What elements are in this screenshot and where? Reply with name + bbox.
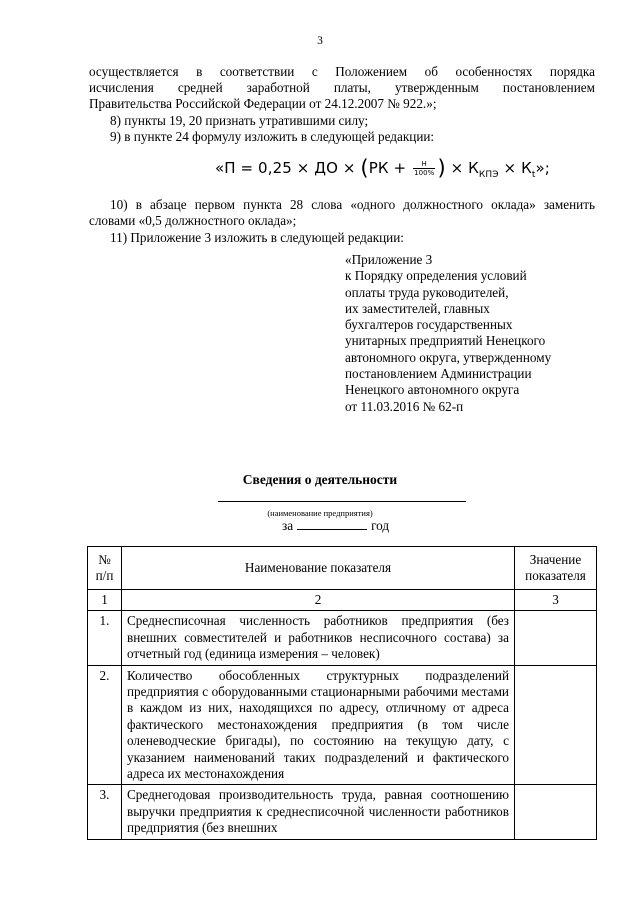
table-row xyxy=(88,665,597,785)
year-prefix: за xyxy=(282,518,294,533)
appendix-line: Ненецкого автономного округа xyxy=(345,382,520,398)
index-cell: 3 xyxy=(515,590,597,611)
appendix-line: «Приложение 3 xyxy=(345,252,433,267)
appendix-line: автономного округа, утвержденному xyxy=(345,349,552,365)
year-suffix: год xyxy=(371,518,390,533)
appendix-line: к Порядку определения условий xyxy=(345,268,527,284)
formula-fraction-denominator: 100% xyxy=(414,169,435,177)
formula-start: «П = 0,25 × ДО × xyxy=(215,159,356,177)
header-indicator-value: Значение показателя xyxy=(515,547,597,590)
appendix-line: унитарных предприятий Ненецкого xyxy=(345,333,546,349)
appendix-line: постановлением Администрации xyxy=(345,366,532,382)
item-11: 11) Приложение 3 изложить в следующей редакции: xyxy=(110,230,404,245)
row-indicator-name: Среднесписочная численность работников предприятия (без внешних совместителей и работников несписочного состава) за отчетный год (единица измерения – человек) xyxy=(122,611,515,665)
table-row xyxy=(88,611,597,665)
row-indicator-value xyxy=(515,665,597,785)
formula-k-kpe: × К xyxy=(450,159,479,177)
formula-fraction-numerator: Н xyxy=(413,160,435,169)
formula-paren-close: ) xyxy=(437,156,446,180)
formula-paren-open: ( xyxy=(360,156,369,180)
text-line: исчисления средней заработной платы, утвержденным постановлением xyxy=(89,80,595,95)
index-cell: 1 xyxy=(88,590,122,611)
formula-k-t: × К xyxy=(503,159,532,177)
index-cell: 2 xyxy=(122,590,515,611)
row-indicator-value xyxy=(515,611,597,665)
year-line xyxy=(282,518,389,534)
appendix-line: от 11.03.2016 № 62-п xyxy=(345,398,464,414)
formula-end: »; xyxy=(535,159,550,177)
page-number: 3 xyxy=(317,35,323,47)
row-number: 2. xyxy=(88,665,122,785)
formula-rk: РК + xyxy=(368,159,407,177)
formula xyxy=(215,158,550,183)
enterprise-name-caption: (наименование предприятия) xyxy=(267,508,373,518)
table-header-row xyxy=(88,547,597,590)
formula-fraction xyxy=(413,160,435,177)
header-indicator-name: Наименование показателя xyxy=(122,547,515,590)
item-8: 8) пункты 19, 20 признать утратившими силу; xyxy=(110,113,369,128)
row-indicator-value xyxy=(515,785,597,839)
text-line: Правительства Российской Федерации от 24.12.2007 № 922.»; xyxy=(89,96,437,111)
row-number: 3. xyxy=(88,785,122,839)
appendix-line: их заместителей, главных xyxy=(345,300,490,316)
item-9: 9) в пункте 24 формулу изложить в следующей редакции: xyxy=(110,129,435,144)
indicators-table xyxy=(87,546,597,840)
appendix-line: оплаты труда руководителей, xyxy=(345,284,509,300)
row-indicator-name: Количество обособленных структурных подразделений предприятия с оборудованными стационарными рабочими местами в каждом из них, находящихся по адресу, отличному от адреса фактического местонахождения предприятия (в том числе оленеводческие бригады), по состоянию на текущую дату, с указанием наименований таких подразделений и фактического адреса их местонахождения xyxy=(122,665,515,785)
row-number: 1. xyxy=(88,611,122,665)
appendix-header xyxy=(345,252,605,415)
formula-k-t-sub: t xyxy=(531,170,536,180)
section-title: Сведения о деятельности xyxy=(242,472,398,487)
table-index-row xyxy=(88,590,597,611)
year-blank xyxy=(297,518,367,530)
appendix-line: бухгалтеров государственных xyxy=(345,317,513,333)
item-10-line1: 10) в абзаце первом пункта 28 слова «одного должностного оклада» заменить xyxy=(110,197,595,212)
row-indicator-name: Среднегодовая производительность труда, равная соотношению выручки предприятия к среднесписочной численности работников предприятия (без внешних xyxy=(122,785,515,839)
table-row xyxy=(88,785,597,839)
text-line: осуществляется в соответствии с Положением об особенностях порядка xyxy=(89,64,595,79)
enterprise-name-line xyxy=(218,501,466,502)
formula-k-kpe-sub: КПЭ xyxy=(478,170,499,180)
header-number: № п/п xyxy=(88,547,122,590)
item-10-line2: словами «0,5 должностного оклада»; xyxy=(89,213,297,228)
